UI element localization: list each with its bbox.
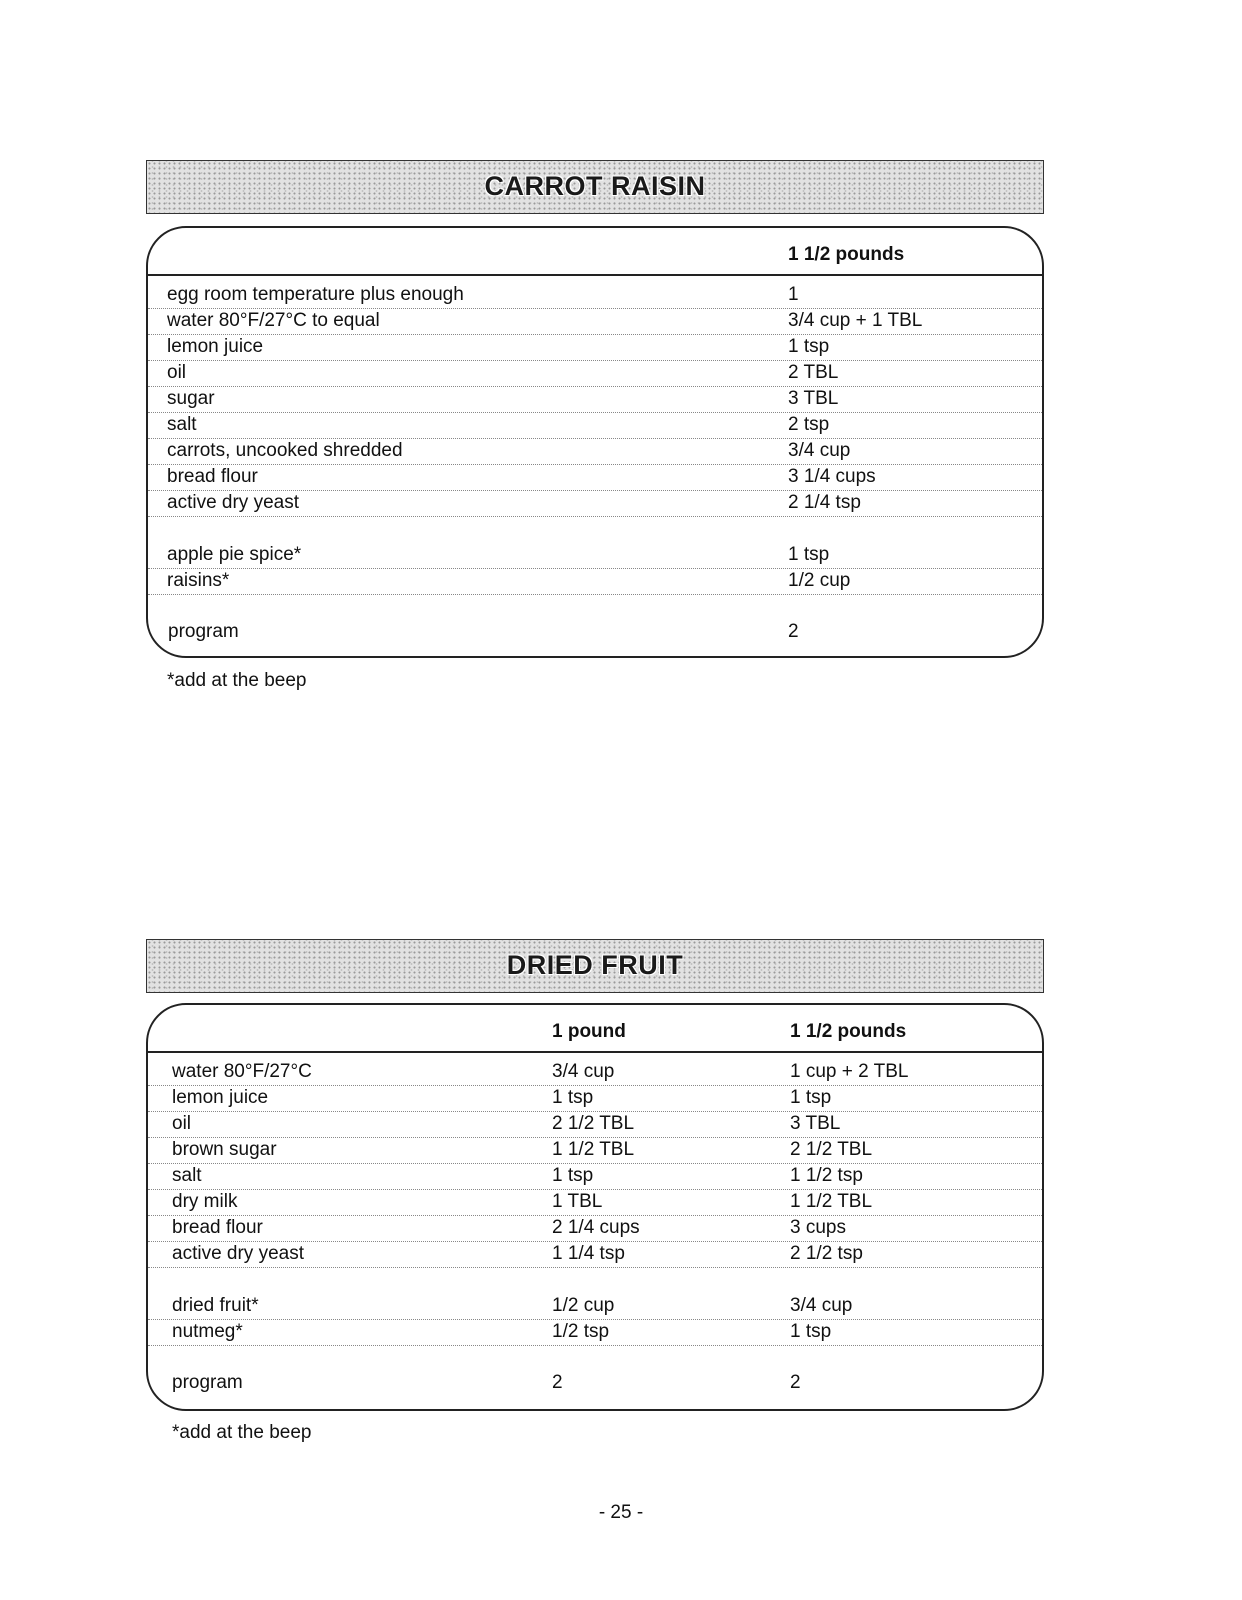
dried-fruit-footnote: *add at the beep [172,1422,312,1443]
ingredient-amount-1lb: 2 [552,1372,563,1393]
dried-fruit-table [146,1003,1044,1411]
table-row [148,1241,1042,1268]
ingredient-amount-1lb: 1 1/4 tsp [552,1243,625,1264]
ingredient-name: raisins* [167,570,230,591]
ingredient-name: sugar [167,388,215,409]
ingredient-amount-1lb: 3/4 cup [552,1061,615,1082]
ingredient-amount-1lb: 1 tsp [552,1165,594,1186]
page-number: - 25 - [598,1502,644,1523]
ingredient-amount-1lb: 1 1/2 TBL [552,1139,635,1160]
ingredient-amount-1-5lb: 2 1/2 tsp [790,1243,863,1264]
carrot-raisin-col-header: 1 1/2 pounds [788,244,905,265]
ingredient-name: active dry yeast [172,1243,304,1264]
ingredient-amount: 3 TBL [788,388,839,409]
ingredient-amount-1-5lb: 2 1/2 TBL [790,1139,873,1160]
ingredient-name: nutmeg* [172,1321,243,1342]
ingredient-amount-1-5lb: 3/4 cup [790,1295,853,1316]
ingredient-name: salt [167,414,197,435]
ingredient-amount: 1 tsp [788,544,830,565]
ingredient-name: oil [167,362,187,383]
table-row [148,438,1042,465]
ingredient-name: carrots, uncooked shredded [167,440,403,461]
ingredient-amount: 1 tsp [788,336,830,357]
dried-fruit-col-header-2: 1 1/2 pounds [790,1021,907,1042]
ingredient-name: lemon juice [167,336,264,357]
ingredient-name: water 80°F/27°C to equal [167,310,380,331]
dried-fruit-header-row [148,1005,1042,1053]
ingredient-amount-1lb: 2 1/4 cups [552,1217,640,1238]
ingredient-name: active dry yeast [167,492,299,513]
table-row [148,1319,1042,1346]
ingredient-amount-1-5lb: 1 tsp [790,1087,832,1108]
ingredient-name: apple pie spice* [167,544,302,565]
carrot-raisin-footnote: *add at the beep [167,670,307,691]
table-row-program [148,619,1042,645]
ingredient-amount-1-5lb: 2 [790,1372,801,1393]
table-row [148,308,1042,335]
table-row-program [148,1370,1042,1396]
table-row [148,334,1042,361]
ingredient-name: dry milk [172,1191,238,1212]
ingredient-amount: 1/2 cup [788,570,851,591]
ingredient-name: brown sugar [172,1139,277,1160]
ingredient-name: lemon juice [172,1087,269,1108]
table-row [148,1111,1042,1138]
dried-fruit-col-header-1: 1 pound [552,1021,626,1042]
ingredient-amount-1lb: 1 tsp [552,1087,594,1108]
ingredient-amount: 3/4 cup + 1 TBL [788,310,923,331]
ingredient-name: salt [172,1165,202,1186]
ingredient-name: oil [172,1113,192,1134]
dried-fruit-title: DRIED FRUIT [506,950,684,980]
ingredient-name: bread flour [172,1217,263,1238]
ingredient-amount-1-5lb: 1 1/2 tsp [790,1165,863,1186]
table-row [148,1163,1042,1190]
carrot-raisin-banner [146,160,1044,214]
ingredient-amount-1-5lb: 3 cups [790,1217,846,1238]
table-row [148,1293,1042,1320]
ingredient-amount: 3/4 cup [788,440,851,461]
ingredient-amount-1lb: 2 1/2 TBL [552,1113,635,1134]
ingredient-amount-1-5lb: 1 cup + 2 TBL [790,1061,909,1082]
table-row [148,282,1042,309]
table-row [148,1085,1042,1112]
table-row [148,490,1042,517]
ingredient-amount: 2 [788,621,799,642]
ingredient-name: program [168,621,239,642]
carrot-raisin-table [146,226,1044,658]
ingredient-amount: 2 1/4 tsp [788,492,861,513]
table-row [148,1189,1042,1216]
table-row [148,542,1042,569]
table-row [148,1137,1042,1164]
ingredient-amount-1lb: 1/2 tsp [552,1321,610,1342]
table-row [148,1059,1042,1086]
ingredient-name: program [172,1372,243,1393]
carrot-raisin-header-row [148,228,1042,276]
ingredient-amount: 3 1/4 cups [788,466,876,487]
ingredient-amount: 2 TBL [788,362,839,383]
table-row [148,386,1042,413]
ingredient-amount-1-5lb: 1 tsp [790,1321,832,1342]
table-row [148,360,1042,387]
table-row [148,1215,1042,1242]
ingredient-name: dried fruit* [172,1295,259,1316]
ingredient-amount: 2 tsp [788,414,830,435]
ingredient-name: egg room temperature plus enough [167,284,464,305]
ingredient-amount-1-5lb: 1 1/2 TBL [790,1191,873,1212]
dried-fruit-banner [146,939,1044,993]
table-row [148,568,1042,595]
carrot-raisin-title: CARROT RAISIN [484,171,706,201]
ingredient-name: water 80°F/27°C [172,1061,312,1082]
table-row [148,412,1042,439]
ingredient-amount-1-5lb: 3 TBL [790,1113,841,1134]
ingredient-amount-1lb: 1 TBL [552,1191,603,1212]
ingredient-amount: 1 [788,284,799,305]
ingredient-name: bread flour [167,466,258,487]
table-row [148,464,1042,491]
ingredient-amount-1lb: 1/2 cup [552,1295,615,1316]
